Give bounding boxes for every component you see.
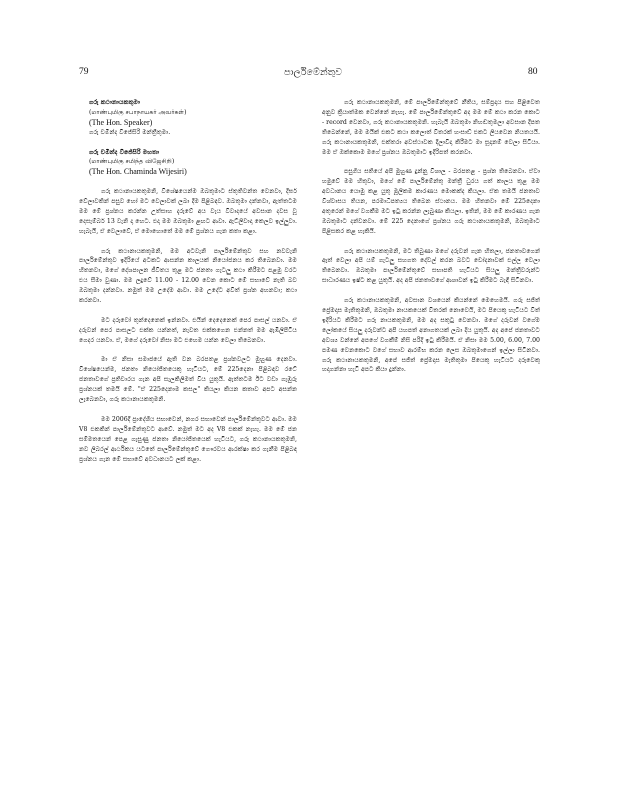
page-number-left: 79 (79, 67, 89, 77)
page-number-right: 80 (528, 67, 538, 77)
member-title-tamil: (மாண்புமிகு சமிந்த விஜேசிறி) (89, 158, 175, 166)
right-column (322, 98, 540, 385)
paragraph: ගරු කථානායකතුමනි, මම අටවැනි පාර්ලිමේන්තුව සහ නවවැනි පාර්ලිමේන්තුව ඉදිරියේ අටකට ආසන්න කාලයක් නියෝජනය කර තිබෙනවා. මම හිතනවා, මගේ දේශපාලන ජීවිතය තුළ මට ජනතා ගැටලු කථා කිරීමට පළමු වරට එය සීමා වුණා. මම ලදුවේ 11.00 - 12.00 වෙන කොට මේ සභාවේ නැති බව ඔබතුමා දන්නවා. නමුත් මම උදේම ආවා. මම උදේට අවිත් ප්‍රශ්න අහනවා; කථා කරනවා. (79, 247, 297, 305)
speaker-title: ගරු කථානායකතුමා (89, 99, 141, 106)
member-title-english: (The Hon. Chaminda Wijesiri) (89, 167, 187, 177)
paragraph: පසුගිය සතියේ අපි මුහුණ දුන්නු විශාල - බරපතළ - ප්‍රශ්න තිබෙනවා. ඒවා හමුවේ මම හිතුවා, මගේ මේ පාර්ලිමේන්තු මන්ත්‍රී ධුරය ගත් කාලය තුළ මම අවධානය යොමු කළ යුතු මූලිකම කාරණය මොකක්ද කියලා. ඒක තමයි ජනතාව විශ්වාසය තියන, පරමාධිපත්‍යය තිබෙන ස්ථානය. මම හිතනවා මේ 225දෙනා අතුරෙන් මගේ වගකීම මට ඉටු කරන්න ලැබුණා කියලා. ඉතින්, මම මේ කාරණය ගැන ඔබතුමාට දන්වනවා. මේ 225 දෙනාගේ ප්‍රශ්නය ගරු කථානායකතුමනි, ඔබතුමාට පිළිසකර කළ හැකියි. (322, 168, 540, 235)
paragraph: මා ඒ නිසා සමාජයේ ඇති වන බරපතළ ප්‍රශ්නවලට මුහුණ දෙනවා. විශේෂයෙන්ම, ජනතා නියෝජිතයෙකු හැටියට, මේ 225දෙනා පිළිබඳව රටේ ජනතාවගේ ප්‍රතිචාරය ගැන අපි සැලකිලිමත් විය යුතුයි. ඇත්තටම ඊට වඩා ගැඹුරු ප්‍රශ්නයක් තමයි මේ. "ඒ 225දෙනාම කසල" කියලා කියන කතාව අපට අසන්න ලැබෙනවා, ගරු කථානායකතුමනි. (79, 356, 297, 404)
speaker-remark: ගරු චමින්ද විජේසිරි මන්ත්‍රීතුමා. (89, 128, 171, 136)
member-title: ගරු චමින්ද විජේසිරි මහතා (89, 148, 160, 156)
paragraph: ගරු කථානායකතුමනි, මේ පාර්ලිමේන්තුවේ නීතිය, සම්ප්‍රදාය සහ පිළිවෙත අනුව ක්‍රියාත්මක වෙන්නේ නැහැ. මේ පාර්ලිමේන්තුවේ අද මම මේ කථා කරන කොට - record වෙනවා, ගරු කථානායකතුමනි. හැබැයි ඔබතුමා නිහඬතුමලා අවසාන දීපත තිබෙන්නේ, මම මයික් එකට කථා කලොත් විතරක් හංසාඩ් එකට ලියවෙන නියතයයි. ගරු කථානායකතුමනි, එක්තරා අවස්ථාවක දීලාවිදා කිරීමට මා සූදානම් වෙලා සිටියා. මම ඒ ඔක්කොම මගේ ප්‍රශ්නය ඔබතුමාට ඉදිරිපත් කරනවා. (322, 99, 540, 156)
speaker-title-tamil: (மாண்புமிகு சபாநாயகர் அவர்கள்) (89, 108, 187, 116)
left-column (79, 98, 297, 474)
paragraph: ගරු කථානායකතුමනි, මට තිබුණා මගේ දරුවන් ගැන හිතලා, ජනතාවගෙන් ඈත් වෙලා අපි යම් ගැටලු සහගත දේවල් කරන බවට චෝදනාවක් එල්ල වෙලා තිබෙනවා. ඔබතුමා පාර්ලිමේන්තුවේ සභාපති හැටියට සියලු මන්ත්‍රීවරුන්ට සාධාරණය ඉෂ්ට කළ යුතුයි. අද අපි ජනතාවගේ ආශාවන් ඉටු කිරීමට බැඳී සිටිනවා. (322, 247, 540, 285)
paragraph: ගරු කථානායකතුමනි, විශේෂයෙන්ම ඔබතුමාට ස්තුතිවන්ත වෙනවා, දීර්ඝ වේලාවකින් පසුව හෝ මට වෙලාවක් ලබා දීම පිළිබඳව. ඔබතුමා දන්නවා, ඇත්තටම මම මේ ප්‍රශ්නය කරන්න උත්සාහ දැරුවේ අය වැය විවාදයේ අවසාන දවස වූ දෙසැම්බර් 13 වැනි දා හෙට. එදා මම ඔබතුමා ළඟට ආවා. ඇට්ලිවාදා කෙලව ඉල්ලුවා. හැබැයි, ඒ වෙලාවේ, ඒ මොහොතේ මම මේ ප්‍රශ්නය ගැන කතා කළා. (79, 188, 297, 235)
page-header (0, 67, 618, 81)
paragraph: මම 2006දී ප්‍රාදේශීය සභාවෙන්, නගර සභාවෙන් පාර්ලිමේන්තුවට ආවා. මම V8 එකකින් පාර්ලිමේන්තුවට ආවේ. නමුත් මට අද V8 එකක් නැහැ. මම මේ ජන සම්මතයෙන් පෙළ ගැසුණු ජනතා නියෝජිතයෙක් හැටියට, ගරු කථානායකතුමනි, නව ලිබරල් ආර්ථිකය යටතේ පාර්ලිමේන්තුවේ ගෞරවය ආරක්ෂා කර ගැනීම පිළිබඳ ප්‍රශ්නය ගැන මේ සභාවේ අවධානයට ලක් කළා. (79, 415, 297, 463)
member-attribution (79, 148, 297, 178)
speaker-attribution (79, 98, 297, 138)
paragraph: මට දරුවෝ තුන්දෙනෙක් ඉන්නවා. එයින් දෙදෙනෙක් පෙර පාසල් යනවා. ඒ දරුවන් පෙර පාසලට එක්ක යන්නත්, නැවත එක්කගෙන එන්නත් මම ඇඹිලිපිටිය ගෙදර යනවා. ඒ, මගේ දරුවෝ නිසා මට එහෙම යන්න වෙලා තිබෙනවා. (79, 316, 297, 344)
running-title: පාර්ලිමේන්තුව (284, 68, 343, 78)
paragraph: ගරු කථානායකතුමනි, අවසාන වශයෙන් කියන්නේ මෙහෙමයි. ගරු සජිත් ප්‍රේමදාස මැතිතුමනි, ඔබතුමා නායකයෙක් විතරක් නොවෙයි, මට පියෙකු හැටියට විත් ඉදිරියට කිරීමට ගරු නායකතුමනි, මම අද සතුටු වෙනවා. මගේ දරුවන් වගේම ලෝකයේ සියලු දරුවන්ට අපි යහපත් අනාගතයක් ලබා දිය යුතුයි. අද අපේ ජනතාවට අවශ්‍ය වන්නේ අපගේ වගකීම් නිසි පරිදි ඉටු කිරීමයි. ඒ නිසා මම 5.00, 6.00, 7.00 පමණ වෙනකොට වගේ සභාව ආරම්භ කරන ලෙස ඔබතුමාගෙන් ඉල්ලා සිටිනවා. ගරු කථානායකතුමනි, අපේ සජිත් ප්‍රේමදාස මැතිතුමා පියෙකු හැටියට දරුවෙකු හදාගන්නා හැටි අපට කියා දුන්නා. (322, 297, 540, 374)
speaker-title-english: (The Hon. Speaker) (89, 117, 153, 127)
